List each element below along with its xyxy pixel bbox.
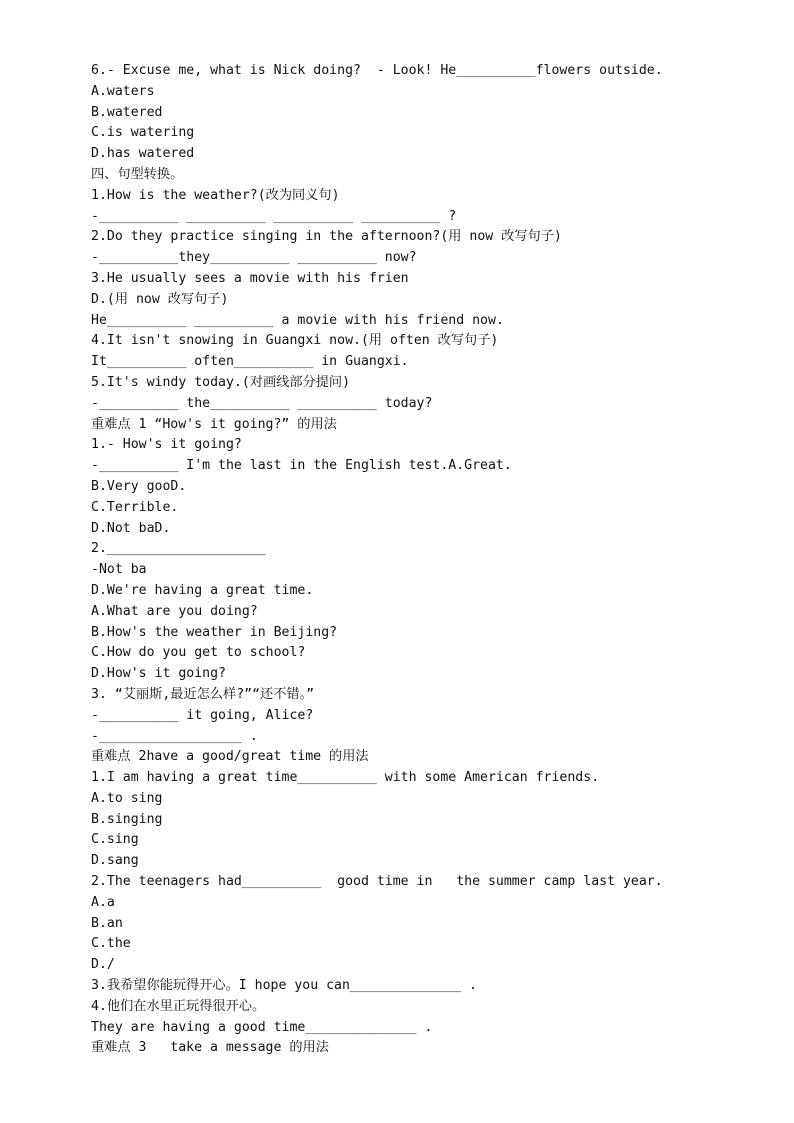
option-b: B.Very gooD. [91,478,187,494]
answer-blank-line: It__________ often__________ in Guangxi. [91,354,409,370]
question-line: 3.He usually sees a movie with his frien [91,270,409,286]
option-b: B.singing [91,811,163,827]
option-c: C.Terrible. [91,499,179,515]
answer-blank-line: -__________ the__________ __________ today? [91,395,433,411]
option-a: A.to sing [91,790,163,806]
option-c: C.sing [91,832,139,848]
option-d: D.has watered [91,146,195,162]
key-point-heading: 重难点 1 “How's it going?” 的用法 [91,416,337,432]
question-line: 4.他们在水里正玩得很开心。 [91,998,266,1014]
dialogue-line: D.We're having a great time. [91,582,314,598]
question-line: D.(用 now 改写句子) [91,291,229,307]
answer-blank-line: He__________ __________ a movie with his friend now. [91,312,504,328]
question-line: 2.Do they practice singing in the afternoon?(用 now 改写句子) [91,229,562,245]
question-line: 1.I am having a great time__________ with some American friends. [91,770,600,786]
dialogue-line: -Not ba [91,562,147,578]
question-line: 3. “艾丽斯,最近怎么样?”“还不错。” [91,686,315,702]
option-b: B.How's the weather in Beijing? [91,624,338,640]
option-a: A.What are you doing? [91,603,258,619]
answer-blank-line: -__________ it going, Alice? [91,707,314,723]
key-point-heading: 重难点 2have a good/great time 的用法 [91,749,369,765]
answer-blank-line: They are having a good time______________ . [91,1019,433,1035]
answer-blank-line: -__________________ . [91,728,258,744]
key-point-heading: 重难点 3 take a message 的用法 [91,1040,329,1056]
option-d: D./ [91,957,115,973]
option-a: A.a [91,894,115,910]
option-b: B.an [91,915,123,931]
option-d: D.How's it going? [91,666,226,682]
question-line: 1.How is the weather?(改为同义句) [91,187,340,203]
answer-blank-line: -__________they__________ __________ now? [91,250,417,266]
option-c: C.How do you get to school? [91,645,306,661]
option-c: C.the [91,936,131,952]
answer-blank-line: -__________ I'm the last in the English test.A.Great. [91,458,512,474]
section-heading: 四、句型转换。 [91,166,184,182]
question-6-stem: 6.- Excuse me, what is Nick doing? - Look! He__________flowers outside. [91,63,663,78]
question-line: 5.It's windy today.(对画线部分提问) [91,374,351,390]
option-d: D.sang [91,853,139,869]
question-line: 4.It isn't snowing in Guangxi now.(用 often 改写句子) [91,333,499,349]
option-b: B.watered [91,104,163,120]
question-line: 1.- How's it going? [91,437,242,453]
option-d: D.Not baD. [91,520,171,536]
answer-blank-line: 2.____________________ [91,541,266,557]
question-line: 3.我希望你能玩得开心。I hope you can______________ . [91,978,477,994]
option-a: A.waters [91,83,155,99]
worksheet-page [91,61,731,1059]
option-c: C.is watering [91,125,195,141]
question-line: 2.The teenagers had__________ good time in the summer camp last year. [91,874,663,890]
answer-blank-line: -__________ __________ __________ __________ ? [91,208,457,224]
